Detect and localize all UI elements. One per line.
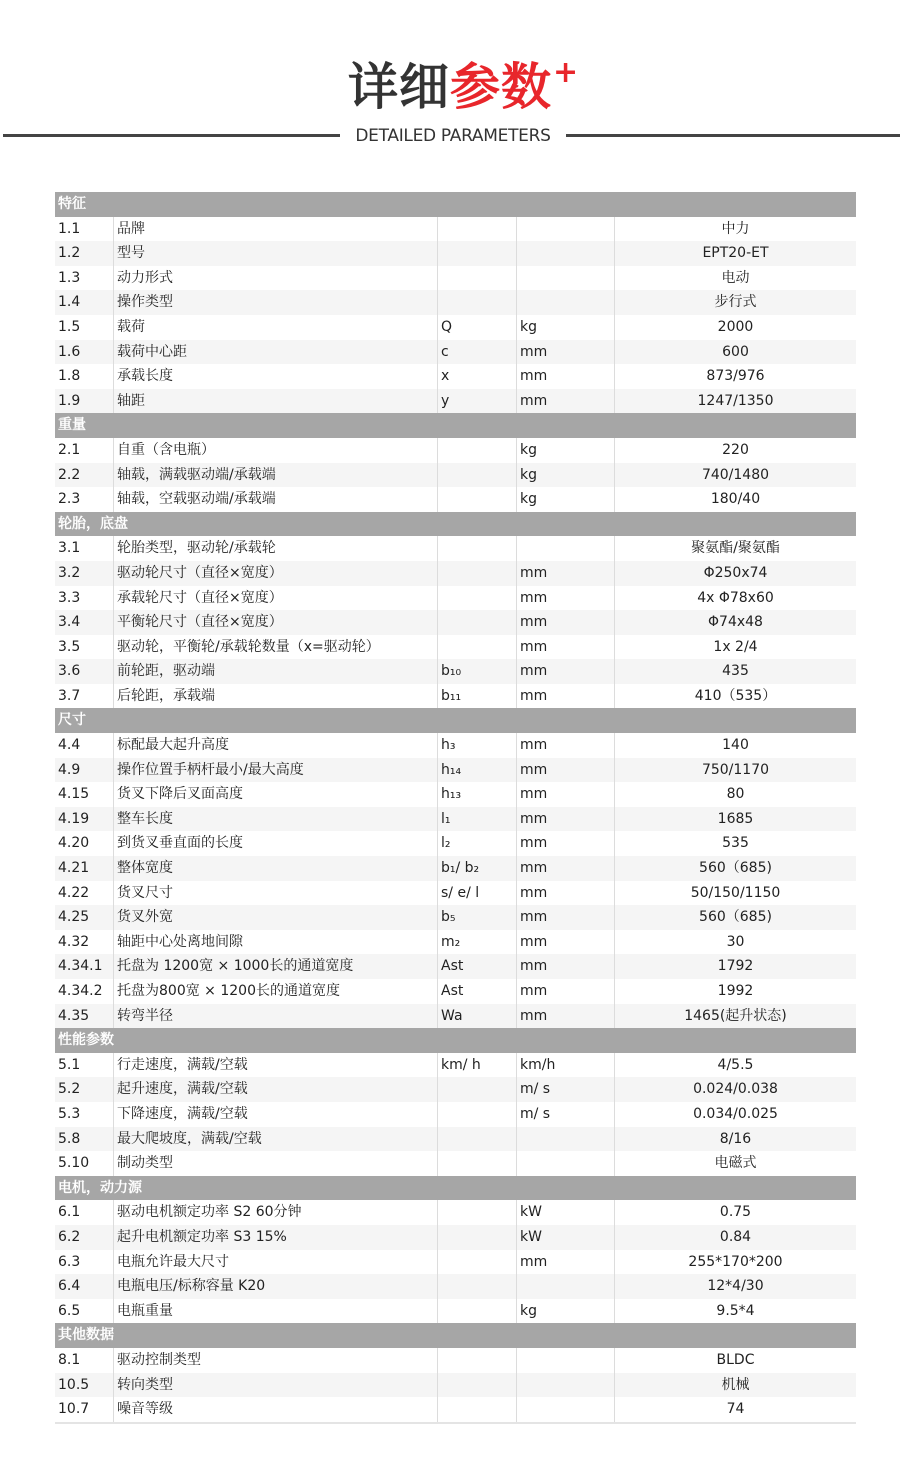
- spec-symbol: [438, 241, 517, 266]
- table-row: [55, 881, 856, 906]
- spec-unit: [517, 217, 615, 242]
- spec-value: 步行式: [714, 294, 757, 311]
- table-row: [55, 930, 856, 955]
- spec-value: 140: [722, 737, 749, 754]
- spec-unit: mm: [517, 1004, 615, 1029]
- table-row: [55, 905, 856, 930]
- spec-unit: km/h: [517, 1053, 615, 1078]
- spec-value: 50/150/1150: [690, 884, 781, 901]
- spec-unit: kg: [517, 438, 615, 463]
- spec-symbol: y: [438, 389, 517, 414]
- spec-code: 4.32: [55, 930, 114, 955]
- spec-code: 6.5: [55, 1299, 114, 1324]
- spec-symbol: h₁₃: [438, 782, 517, 807]
- spec-value: EPT20-ET: [702, 245, 769, 262]
- table-row: [55, 290, 856, 315]
- spec-symbol: Q: [438, 315, 517, 340]
- spec-unit: [517, 1151, 615, 1176]
- spec-symbol: b₁/ b₂: [438, 856, 517, 881]
- spec-unit: kW: [517, 1225, 615, 1250]
- spec-symbol: [438, 438, 517, 463]
- spec-value: BLDC: [716, 1351, 755, 1368]
- spec-name: 承载轮尺寸（直径×宽度）: [114, 586, 438, 611]
- spec-value: Φ250x74: [703, 564, 768, 581]
- table-row: [55, 340, 856, 365]
- spec-code: 5.2: [55, 1077, 114, 1102]
- spec-name: 驱动轮尺寸（直径×宽度）: [114, 561, 438, 586]
- spec-unit: m/ s: [517, 1077, 615, 1102]
- spec-unit: mm: [517, 979, 615, 1004]
- spec-code: 3.4: [55, 610, 114, 635]
- table-row: [55, 241, 856, 266]
- spec-value: 1x 2/4: [713, 638, 758, 655]
- spec-symbol: [438, 1348, 517, 1373]
- spec-name: 起升电机额定功率 S3 15%: [114, 1225, 438, 1250]
- divider-left: [3, 134, 340, 137]
- spec-name: 下降速度，满载/空载: [114, 1102, 438, 1127]
- spec-unit: kg: [517, 463, 615, 488]
- spec-value: 12*4/30: [707, 1278, 764, 1295]
- spec-code: 4.25: [55, 905, 114, 930]
- spec-code: 8.1: [55, 1348, 114, 1373]
- spec-value: 740/1480: [701, 466, 770, 483]
- spec-code: 5.10: [55, 1151, 114, 1176]
- spec-symbol: [438, 266, 517, 291]
- spec-value: 4x Φ78x60: [697, 589, 774, 606]
- table-row: [55, 1299, 856, 1324]
- table-row: [55, 684, 856, 709]
- table-row: [55, 487, 856, 512]
- spec-unit: [517, 241, 615, 266]
- spec-symbol: [438, 586, 517, 611]
- spec-value: 750/1170: [701, 761, 770, 778]
- spec-symbol: [438, 217, 517, 242]
- spec-symbol: [438, 1200, 517, 1225]
- spec-code: 3.2: [55, 561, 114, 586]
- spec-value: 600: [722, 343, 749, 360]
- spec-value: 1685: [717, 810, 754, 827]
- spec-value: 4/5.5: [717, 1056, 754, 1073]
- spec-value: Φ74x48: [708, 614, 763, 631]
- section-header: 性能参数: [55, 1028, 856, 1053]
- table-row: [55, 1200, 856, 1225]
- spec-code: 6.1: [55, 1200, 114, 1225]
- spec-symbol: Ast: [438, 979, 517, 1004]
- spec-unit: m/ s: [517, 1102, 615, 1127]
- spec-unit: [517, 290, 615, 315]
- spec-symbol: km/ h: [438, 1053, 517, 1078]
- spec-value: 1992: [717, 983, 754, 999]
- spec-name: 型号: [114, 241, 438, 266]
- spec-unit: mm: [517, 635, 615, 660]
- table-row: [55, 807, 856, 832]
- spec-name: 载荷中心距: [114, 340, 438, 365]
- section-header: 特征: [55, 192, 856, 217]
- spec-unit: mm: [517, 610, 615, 635]
- spec-value: 80: [726, 786, 745, 803]
- spec-symbol: b₁₁: [438, 684, 517, 709]
- table-row: [55, 1127, 856, 1152]
- spec-unit: mm: [517, 856, 615, 881]
- spec-code: 4.4: [55, 733, 114, 758]
- spec-name: 货叉外宽: [114, 905, 438, 930]
- spec-symbol: m₂: [438, 930, 517, 955]
- spec-code: 4.15: [55, 782, 114, 807]
- spec-code: 10.5: [55, 1373, 114, 1398]
- table-row: [55, 856, 856, 881]
- spec-value: 255*170*200: [688, 1253, 783, 1270]
- spec-value: 74: [726, 1401, 745, 1418]
- table-row: [55, 364, 856, 389]
- table-row: [55, 463, 856, 488]
- spec-name: 承载长度: [114, 364, 438, 389]
- spec-name: 操作位置手柄杆最小/最大高度: [114, 758, 438, 783]
- spec-value: 机械: [721, 1376, 750, 1393]
- table-row: [55, 438, 856, 463]
- spec-code: 6.3: [55, 1250, 114, 1275]
- spec-value: 410（535）: [694, 687, 777, 704]
- spec-unit: mm: [517, 954, 615, 979]
- spec-symbol: [438, 463, 517, 488]
- spec-name: 整车长度: [114, 807, 438, 832]
- spec-name: 驱动控制类型: [114, 1348, 438, 1373]
- spec-code: 4.19: [55, 807, 114, 832]
- spec-unit: mm: [517, 561, 615, 586]
- spec-unit: kW: [517, 1200, 615, 1225]
- spec-symbol: b₁₀: [438, 659, 517, 684]
- spec-unit: [517, 1127, 615, 1152]
- spec-symbol: [438, 1299, 517, 1324]
- spec-code: 6.4: [55, 1274, 114, 1299]
- spec-value: 560（685): [699, 860, 772, 877]
- spec-unit: kg: [517, 1299, 615, 1324]
- spec-symbol: x: [438, 364, 517, 389]
- spec-name: 后轮距，承载端: [114, 684, 438, 709]
- spec-name: 前轮距，驱动端: [114, 659, 438, 684]
- spec-unit: [517, 1397, 615, 1422]
- table-row: [55, 1225, 856, 1250]
- spec-table: [55, 192, 856, 1424]
- spec-symbol: [438, 1225, 517, 1250]
- spec-name: 平衡轮尺寸（直径×宽度）: [114, 610, 438, 635]
- spec-symbol: [438, 1397, 517, 1422]
- spec-name: 整体宽度: [114, 856, 438, 881]
- table-row: [55, 389, 856, 414]
- spec-unit: mm: [517, 733, 615, 758]
- spec-symbol: l₂: [438, 831, 517, 856]
- spec-value: 0.75: [719, 1204, 752, 1221]
- table-row: [55, 1102, 856, 1127]
- spec-symbol: [438, 1373, 517, 1398]
- spec-unit: [517, 1373, 615, 1398]
- spec-code: 5.3: [55, 1102, 114, 1127]
- spec-symbol: [438, 610, 517, 635]
- spec-name: 轴距中心处离地间隙: [114, 930, 438, 955]
- plus-icon: +: [553, 55, 579, 90]
- spec-unit: mm: [517, 1250, 615, 1275]
- spec-value: 0.024/0.038: [693, 1081, 778, 1098]
- spec-symbol: [438, 536, 517, 561]
- title-part-red: 参数: [450, 58, 552, 116]
- spec-code: 1.4: [55, 290, 114, 315]
- spec-value: 电磁式: [714, 1155, 757, 1172]
- spec-unit: mm: [517, 586, 615, 611]
- spec-value: 1792: [717, 958, 754, 975]
- spec-unit: mm: [517, 340, 615, 365]
- spec-code: 10.7: [55, 1397, 114, 1422]
- spec-value: 聚氨酯/聚氨酯: [691, 540, 780, 557]
- table-row: [55, 1397, 856, 1422]
- spec-unit: mm: [517, 364, 615, 389]
- table-row: [55, 1274, 856, 1299]
- spec-value: 180/40: [710, 491, 761, 508]
- spec-value: 1465(起升状态): [684, 1007, 787, 1024]
- table-row: [55, 758, 856, 783]
- spec-code: 3.5: [55, 635, 114, 660]
- table-row: [55, 1250, 856, 1275]
- spec-value: 中力: [721, 220, 750, 237]
- page-header: [0, 0, 900, 190]
- table-row: [55, 561, 856, 586]
- spec-code: 4.21: [55, 856, 114, 881]
- table-row: [55, 266, 856, 291]
- spec-code: 1.1: [55, 217, 114, 242]
- spec-value: 2000: [717, 318, 754, 335]
- spec-symbol: [438, 635, 517, 660]
- spec-unit: mm: [517, 881, 615, 906]
- table-row: [55, 1151, 856, 1176]
- spec-code: 4.35: [55, 1004, 114, 1029]
- spec-value: 电动: [721, 269, 750, 286]
- spec-code: 1.6: [55, 340, 114, 365]
- spec-name: 托盘为800宽 × 1200长的通道宽度: [114, 979, 438, 1004]
- spec-value: 220: [722, 441, 749, 458]
- spec-unit: mm: [517, 782, 615, 807]
- spec-symbol: [438, 487, 517, 512]
- spec-value: 873/976: [706, 368, 765, 385]
- spec-name: 行走速度，满载/空载: [114, 1053, 438, 1078]
- table-row: [55, 1348, 856, 1373]
- spec-symbol: [438, 1127, 517, 1152]
- spec-name: 起升速度，满载/空载: [114, 1077, 438, 1102]
- spec-name: 轴距: [114, 389, 438, 414]
- page-subtitle: DETAILED PARAMETERS: [355, 126, 551, 146]
- spec-symbol: h₁₄: [438, 758, 517, 783]
- spec-symbol: s/ e/ l: [438, 881, 517, 906]
- spec-name: 品牌: [114, 217, 438, 242]
- table-row: [55, 1077, 856, 1102]
- spec-value: 435: [722, 663, 749, 680]
- spec-value: 535: [722, 835, 749, 852]
- spec-value: 560（685): [699, 909, 772, 926]
- section-header: 电机，动力源: [55, 1176, 856, 1201]
- spec-symbol: Ast: [438, 954, 517, 979]
- spec-name: 自重（含电瓶）: [114, 438, 438, 463]
- spec-unit: mm: [517, 905, 615, 930]
- spec-code: 3.3: [55, 586, 114, 611]
- spec-unit: [517, 266, 615, 291]
- section-header: 重量: [55, 413, 856, 438]
- table-row: [55, 782, 856, 807]
- spec-unit: [517, 1348, 615, 1373]
- spec-name: 轮胎类型，驱动轮/承载轮: [114, 536, 438, 561]
- spec-code: 1.2: [55, 241, 114, 266]
- spec-code: 2.1: [55, 438, 114, 463]
- table-row: [55, 586, 856, 611]
- spec-code: 6.2: [55, 1225, 114, 1250]
- spec-code: 2.3: [55, 487, 114, 512]
- spec-name: 载荷: [114, 315, 438, 340]
- spec-value: 0.034/0.025: [693, 1105, 778, 1122]
- spec-code: 4.20: [55, 831, 114, 856]
- spec-value: 9.5*4: [716, 1302, 755, 1319]
- spec-name: 电瓶允许最大尺寸: [114, 1250, 438, 1275]
- spec-symbol: h₃: [438, 733, 517, 758]
- spec-code: 1.9: [55, 389, 114, 414]
- table-row: [55, 1373, 856, 1398]
- spec-symbol: [438, 290, 517, 315]
- spec-symbol: [438, 1274, 517, 1299]
- spec-name: 操作类型: [114, 290, 438, 315]
- table-row: [55, 536, 856, 561]
- divider-right: [566, 134, 900, 137]
- spec-unit: mm: [517, 389, 615, 414]
- spec-code: 3.1: [55, 536, 114, 561]
- table-row: [55, 979, 856, 1004]
- spec-name: 驱动轮，平衡轮/承载轮数量（x=驱动轮）: [114, 635, 438, 660]
- spec-code: 1.8: [55, 364, 114, 389]
- spec-unit: [517, 536, 615, 561]
- spec-unit: mm: [517, 807, 615, 832]
- spec-symbol: [438, 1250, 517, 1275]
- table-row: [55, 1004, 856, 1029]
- spec-unit: [517, 1274, 615, 1299]
- spec-symbol: b₅: [438, 905, 517, 930]
- spec-name: 电瓶重量: [114, 1299, 438, 1324]
- spec-name: 轴载，空载驱动端/承载端: [114, 487, 438, 512]
- spec-symbol: c: [438, 340, 517, 365]
- spec-name: 货叉尺寸: [114, 881, 438, 906]
- spec-name: 噪音等级: [114, 1397, 438, 1422]
- spec-unit: mm: [517, 758, 615, 783]
- spec-code: 5.1: [55, 1053, 114, 1078]
- spec-code: 3.6: [55, 659, 114, 684]
- page-title: [0, 56, 900, 118]
- spec-symbol: [438, 561, 517, 586]
- spec-code: 4.22: [55, 881, 114, 906]
- table-row: [55, 610, 856, 635]
- spec-code: 2.2: [55, 463, 114, 488]
- spec-name: 轴载，满载驱动端/承载端: [114, 463, 438, 488]
- spec-unit: kg: [517, 315, 615, 340]
- table-row: [55, 954, 856, 979]
- spec-code: 1.3: [55, 266, 114, 291]
- spec-code: 3.7: [55, 684, 114, 709]
- spec-unit: mm: [517, 684, 615, 709]
- spec-name: 动力形式: [114, 266, 438, 291]
- spec-code: 4.34.1: [55, 954, 114, 979]
- spec-code: 1.5: [55, 315, 114, 340]
- table-row: [55, 635, 856, 660]
- spec-name: 托盘为 1200宽 × 1000长的通道宽度: [114, 954, 438, 979]
- spec-name: 电瓶电压/标称容量 K20: [114, 1274, 438, 1299]
- spec-symbol: [438, 1151, 517, 1176]
- spec-symbol: Wa: [438, 1004, 517, 1029]
- section-header: 其他数据: [55, 1323, 856, 1348]
- spec-symbol: [438, 1077, 517, 1102]
- spec-value: 8/16: [719, 1130, 752, 1147]
- table-row: [55, 659, 856, 684]
- spec-value: 30: [726, 933, 745, 950]
- spec-name: 制动类型: [114, 1151, 438, 1176]
- section-header: 尺寸: [55, 708, 856, 733]
- spec-name: 最大爬坡度，满载/空载: [114, 1127, 438, 1152]
- spec-symbol: l₁: [438, 807, 517, 832]
- table-row: [55, 733, 856, 758]
- spec-name: 货叉下降后叉面高度: [114, 782, 438, 807]
- table-row: [55, 1053, 856, 1078]
- spec-unit: kg: [517, 487, 615, 512]
- spec-code: 4.34.2: [55, 979, 114, 1004]
- spec-name: 转向类型: [114, 1373, 438, 1398]
- spec-name: 驱动电机额定功率 S2 60分钟: [114, 1200, 438, 1225]
- section-header: 轮胎，底盘: [55, 512, 856, 537]
- spec-code: 4.9: [55, 758, 114, 783]
- title-part-dark: 详细: [348, 58, 450, 116]
- table-row: [55, 315, 856, 340]
- spec-unit: mm: [517, 930, 615, 955]
- spec-value: 0.84: [719, 1228, 752, 1245]
- spec-name: 到货叉垂直面的长度: [114, 831, 438, 856]
- table-row: [55, 217, 856, 242]
- table-row: [55, 831, 856, 856]
- spec-code: 5.8: [55, 1127, 114, 1152]
- spec-value: 1247/1350: [697, 392, 774, 409]
- spec-unit: mm: [517, 659, 615, 684]
- spec-name: 转弯半径: [114, 1004, 438, 1029]
- spec-symbol: [438, 1102, 517, 1127]
- spec-name: 标配最大起升高度: [114, 733, 438, 758]
- spec-unit: mm: [517, 831, 615, 856]
